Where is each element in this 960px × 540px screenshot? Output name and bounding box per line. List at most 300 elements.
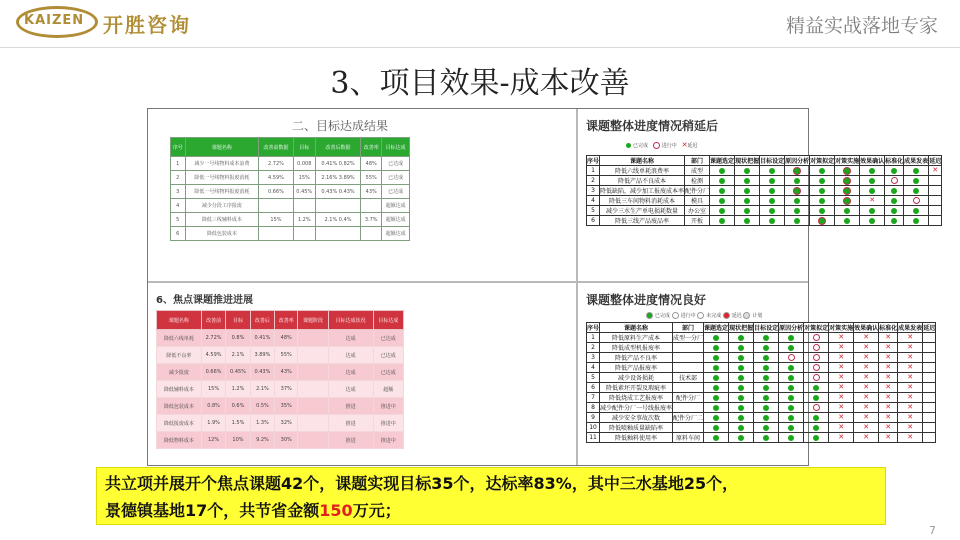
cell-value: 超额 bbox=[373, 381, 403, 398]
cell-index: 11 bbox=[587, 433, 600, 443]
delay-mark: ✕ bbox=[863, 413, 870, 421]
status-cell bbox=[904, 186, 929, 196]
in-progress-dot bbox=[813, 364, 820, 371]
status-cell bbox=[879, 333, 898, 343]
cell-value: 达成 bbox=[328, 364, 373, 381]
status-cell bbox=[754, 393, 779, 403]
done-dot bbox=[913, 168, 919, 174]
done-dot bbox=[813, 425, 819, 431]
cell-index: 5 bbox=[587, 373, 600, 383]
header-row bbox=[171, 138, 410, 157]
cell-rate: 43% bbox=[361, 185, 382, 199]
done-dot bbox=[869, 188, 875, 194]
table-row bbox=[587, 393, 936, 403]
status-cell bbox=[785, 176, 810, 186]
in-progress-dot bbox=[913, 197, 920, 204]
cell-value: 已达成 bbox=[373, 364, 403, 381]
done-dot bbox=[819, 208, 825, 214]
delay-mark: ✕ bbox=[885, 423, 892, 431]
slogan: 精益实战落地专家 bbox=[785, 15, 938, 37]
done-dot bbox=[869, 208, 875, 214]
column-header: 部门 bbox=[673, 323, 704, 333]
status-cell bbox=[860, 176, 885, 186]
done-dot bbox=[788, 345, 794, 351]
cell-topic: 降低辅料成本 bbox=[157, 381, 202, 398]
status-cell bbox=[879, 383, 898, 393]
table-row bbox=[587, 186, 942, 196]
delay-mark: ✕ bbox=[863, 403, 870, 411]
done-dot bbox=[744, 218, 750, 224]
cell-topic: 降低三线辅料成本 bbox=[185, 213, 259, 227]
image-collage bbox=[147, 108, 942, 466]
status-cell bbox=[854, 373, 879, 383]
column-header: 目标 bbox=[226, 311, 250, 330]
cell-value: 推进中 bbox=[373, 432, 403, 449]
status-cell bbox=[804, 333, 829, 343]
cell-value: 推进中 bbox=[373, 415, 403, 432]
summary-amount: 150 bbox=[319, 501, 353, 520]
table-row bbox=[157, 347, 404, 364]
delay-mark: ✕ bbox=[863, 383, 870, 391]
column-header: 部门 bbox=[685, 156, 710, 166]
status-cell bbox=[879, 403, 898, 413]
done-dot bbox=[763, 405, 769, 411]
status-cell bbox=[923, 423, 936, 433]
column-header: 目标达成 bbox=[373, 311, 403, 330]
delay-mark: ✕ bbox=[838, 433, 845, 441]
status-cell bbox=[804, 403, 829, 413]
done-dot bbox=[763, 355, 769, 361]
panel-progress-delayed bbox=[586, 117, 942, 277]
table-row bbox=[587, 413, 936, 423]
status-cell bbox=[779, 403, 804, 413]
column-header: 现状把握 bbox=[735, 156, 760, 166]
done-dot bbox=[913, 188, 919, 194]
status-cell bbox=[804, 383, 829, 393]
panel-bl-title: 6、焦点课题推进进展 bbox=[156, 295, 253, 306]
header-divider bbox=[0, 47, 960, 48]
cell-index: 10 bbox=[587, 423, 600, 433]
status-cell bbox=[835, 216, 860, 226]
done-dot bbox=[738, 415, 744, 421]
done-dot bbox=[763, 415, 769, 421]
done-dot bbox=[763, 375, 769, 381]
status-cell bbox=[729, 423, 754, 433]
cell-status: 已达成 bbox=[382, 171, 410, 185]
done-dot bbox=[819, 188, 825, 194]
status-cell bbox=[835, 186, 860, 196]
status-cell bbox=[729, 403, 754, 413]
status-cell bbox=[779, 363, 804, 373]
summary-line-2 bbox=[105, 497, 877, 524]
done-dot bbox=[763, 425, 769, 431]
legend-label: 未完成 bbox=[706, 313, 723, 319]
table-row bbox=[157, 432, 404, 449]
status-cell bbox=[923, 393, 936, 403]
cell-dept: 技术部 bbox=[673, 373, 704, 383]
status-cell bbox=[779, 353, 804, 363]
status-cell bbox=[929, 166, 942, 176]
in-progress-dot bbox=[813, 404, 820, 411]
cell-value: 1.3% bbox=[250, 415, 274, 432]
cell-dept: 配件分厂二 bbox=[673, 413, 704, 423]
table-row bbox=[587, 216, 942, 226]
status-cell bbox=[898, 413, 923, 423]
table-row bbox=[171, 171, 410, 185]
done-dot bbox=[813, 415, 819, 421]
cell-value: 15% bbox=[201, 381, 225, 398]
cell-topic: 降低釉料使用率 bbox=[600, 433, 673, 443]
logo-cn: 开胜咨询 bbox=[103, 13, 191, 37]
cell-value: 0.66% bbox=[201, 364, 225, 381]
done-dot bbox=[713, 425, 719, 431]
done-dot bbox=[769, 208, 775, 214]
status-cell bbox=[929, 186, 942, 196]
status-cell bbox=[704, 333, 729, 343]
column-header: 课题选定 bbox=[710, 156, 735, 166]
status-cell bbox=[729, 373, 754, 383]
cell-rate bbox=[361, 227, 382, 241]
cell-dept: 开板 bbox=[685, 216, 710, 226]
status-cell bbox=[904, 166, 929, 176]
panel-progress-good bbox=[586, 291, 936, 461]
status-cell bbox=[754, 333, 779, 343]
column-header: 成果发表 bbox=[904, 156, 929, 166]
column-header: 目标 bbox=[293, 138, 315, 157]
done-dot bbox=[794, 198, 800, 204]
table-row bbox=[171, 157, 410, 171]
cell-topic: 降低报废成本 bbox=[157, 415, 202, 432]
status-cell bbox=[779, 413, 804, 423]
cell-value: 2.1% bbox=[226, 347, 250, 364]
status-cell bbox=[854, 433, 879, 443]
column-header: 对策实施 bbox=[829, 323, 854, 333]
legend-swatch bbox=[697, 312, 704, 319]
cell-value: 2.72% bbox=[201, 330, 225, 347]
cell-topic: 减少报废 bbox=[157, 364, 202, 381]
status-cell bbox=[829, 373, 854, 383]
cell-topic: 减少设备损耗 bbox=[600, 373, 673, 383]
cell-value: 0.45% bbox=[226, 364, 250, 381]
table-row bbox=[157, 415, 404, 432]
status-cell bbox=[704, 393, 729, 403]
status-cell bbox=[854, 353, 879, 363]
cell-value: 已达成 bbox=[373, 347, 403, 364]
delay-mark: ✕ bbox=[907, 423, 914, 431]
delay-mark: ✕ bbox=[838, 363, 845, 371]
status-cell bbox=[804, 353, 829, 363]
status-cell bbox=[829, 363, 854, 373]
cell-index: 9 bbox=[587, 413, 600, 423]
status-cell bbox=[879, 423, 898, 433]
panel-br-title: 课题整体进度情况良好 bbox=[586, 293, 707, 307]
status-cell bbox=[729, 413, 754, 423]
panel-br-legend bbox=[646, 312, 804, 319]
summary-line-1: 共立项并展开个焦点课题42个，课题实现目标35个，达标率83%，其中三水基地25个， bbox=[105, 474, 739, 493]
cell-spacer bbox=[298, 432, 328, 449]
done-dot bbox=[769, 198, 775, 204]
cell-dept bbox=[673, 363, 704, 373]
page-number: 7 bbox=[929, 524, 936, 537]
status-cell bbox=[904, 176, 929, 186]
status-cell bbox=[898, 433, 923, 443]
status-cell bbox=[854, 363, 879, 373]
status-cell bbox=[885, 196, 904, 206]
cell-value: 43% bbox=[275, 364, 298, 381]
cell-value: 0.5% bbox=[250, 398, 274, 415]
done-dot bbox=[763, 435, 769, 441]
status-cell bbox=[760, 186, 785, 196]
done-dot bbox=[844, 218, 850, 224]
column-header: 课题名称 bbox=[185, 138, 259, 157]
cell-before: 2.72% bbox=[259, 157, 293, 171]
status-cell bbox=[923, 403, 936, 413]
delay-mark: ✕ bbox=[885, 393, 892, 401]
done-dot bbox=[713, 375, 719, 381]
status-cell bbox=[829, 343, 854, 353]
delay-mark: ✕ bbox=[863, 393, 870, 401]
cell-status: 超额达成 bbox=[382, 213, 410, 227]
done-dot bbox=[744, 168, 750, 174]
delay-mark: ✕ bbox=[907, 353, 914, 361]
cell-dept bbox=[673, 383, 704, 393]
done-dot bbox=[891, 198, 897, 204]
done-dot bbox=[788, 425, 794, 431]
table-row bbox=[157, 398, 404, 415]
summary-box bbox=[96, 467, 886, 525]
cell-value: 1.9% bbox=[201, 415, 225, 432]
cell-dept bbox=[673, 353, 704, 363]
delay-mark: ✕ bbox=[838, 393, 845, 401]
delay-mark: ✕ bbox=[838, 423, 845, 431]
status-cell bbox=[879, 393, 898, 403]
done-dot bbox=[788, 365, 794, 371]
done-dot bbox=[738, 435, 744, 441]
status-cell bbox=[810, 186, 835, 196]
cell-index: 7 bbox=[587, 393, 600, 403]
status-cell bbox=[804, 363, 829, 373]
legend-swatch bbox=[743, 312, 750, 319]
cell-value: 12% bbox=[201, 432, 225, 449]
delay-mark: ✕ bbox=[863, 433, 870, 441]
cell-topic: 降低包装成本 bbox=[157, 398, 202, 415]
cell-index: 6 bbox=[171, 227, 186, 241]
status-cell bbox=[760, 216, 785, 226]
cell-rate bbox=[361, 199, 382, 213]
status-cell bbox=[860, 166, 885, 176]
cell-value: 48% bbox=[275, 330, 298, 347]
status-cell bbox=[829, 333, 854, 343]
target-results-table bbox=[170, 137, 410, 241]
cell-topic: 降低产品不良率 bbox=[600, 353, 673, 363]
table-row bbox=[587, 373, 936, 383]
cell-spacer bbox=[298, 415, 328, 432]
table-row bbox=[171, 199, 410, 213]
status-cell bbox=[829, 403, 854, 413]
cell-value: 3.89% bbox=[250, 347, 274, 364]
status-cell bbox=[923, 373, 936, 383]
done-dot bbox=[738, 375, 744, 381]
status-cell bbox=[710, 166, 735, 176]
status-cell bbox=[779, 393, 804, 403]
header-row bbox=[157, 311, 404, 330]
status-cell bbox=[885, 186, 904, 196]
cell-value: 55% bbox=[275, 347, 298, 364]
status-cell bbox=[929, 176, 942, 186]
done-dot bbox=[788, 385, 794, 391]
cell-value: 2.1% bbox=[250, 381, 274, 398]
status-cell bbox=[885, 176, 904, 186]
status-cell bbox=[760, 206, 785, 216]
status-cell bbox=[885, 206, 904, 216]
cell-value: 已达成 bbox=[373, 330, 403, 347]
in-progress-dot bbox=[891, 177, 898, 184]
status-cell bbox=[810, 166, 835, 176]
delay-mark: ✕ bbox=[885, 353, 892, 361]
done-dot bbox=[819, 178, 825, 184]
status-cell bbox=[923, 333, 936, 343]
done-dot bbox=[719, 178, 725, 184]
status-cell bbox=[710, 186, 735, 196]
table-row bbox=[157, 330, 404, 347]
cell-after: 2.16% 3.89% bbox=[315, 171, 360, 185]
done-dot bbox=[719, 208, 725, 214]
column-header: 对策实施 bbox=[835, 156, 860, 166]
delay-mark: ✕ bbox=[907, 413, 914, 421]
delay-mark: ✕ bbox=[885, 373, 892, 381]
delay-mark: ✕ bbox=[863, 333, 870, 341]
status-cell bbox=[898, 423, 923, 433]
status-cell bbox=[898, 403, 923, 413]
panel-tr-title: 课题整体进度情况稍延后 bbox=[586, 119, 719, 133]
status-cell bbox=[804, 433, 829, 443]
header-bar bbox=[0, 0, 960, 46]
cell-index: 8 bbox=[587, 403, 600, 413]
done-dot bbox=[713, 435, 719, 441]
logo-en: KAIZEN bbox=[24, 13, 85, 28]
cell-topic: 降低一号线物料报废消耗 bbox=[185, 171, 259, 185]
status-cell bbox=[735, 216, 760, 226]
delay-mark: ✕ bbox=[863, 343, 870, 351]
cell-dept: 检测 bbox=[685, 176, 710, 186]
column-header: 改善率 bbox=[275, 311, 298, 330]
status-cell bbox=[754, 383, 779, 393]
cell-topic: 降低六线单耗 bbox=[157, 330, 202, 347]
done-dot bbox=[713, 335, 719, 341]
status-cell bbox=[879, 353, 898, 363]
status-cell bbox=[779, 383, 804, 393]
cell-before: 0.66% bbox=[259, 185, 293, 199]
cell-rate: 55% bbox=[361, 171, 382, 185]
status-cell bbox=[729, 433, 754, 443]
status-cell bbox=[735, 206, 760, 216]
panel-tl-title: 二、目标达成结果 bbox=[291, 119, 388, 133]
status-cell bbox=[860, 186, 885, 196]
done-dot bbox=[819, 198, 825, 204]
status-cell bbox=[854, 343, 879, 353]
legend-swatch bbox=[646, 312, 653, 319]
status-cell bbox=[729, 353, 754, 363]
status-cell bbox=[904, 216, 929, 226]
done-dot bbox=[891, 208, 897, 214]
cell-value: 1.5% bbox=[226, 415, 250, 432]
done-dot bbox=[913, 218, 919, 224]
status-cell bbox=[785, 206, 810, 216]
progress-delayed-table bbox=[586, 155, 942, 226]
column-header: 原因分析 bbox=[779, 323, 804, 333]
delay-mark: ✕ bbox=[907, 363, 914, 371]
cell-value: 0.43% bbox=[250, 364, 274, 381]
done-dot bbox=[813, 395, 819, 401]
in-progress-dot bbox=[813, 334, 820, 341]
delay-mark: ✕ bbox=[885, 403, 892, 411]
status-cell bbox=[710, 216, 735, 226]
table-row bbox=[157, 364, 404, 381]
done-dot bbox=[719, 198, 725, 204]
progress-good-table bbox=[586, 322, 936, 443]
status-cell bbox=[835, 176, 860, 186]
column-header: 效果确认 bbox=[854, 323, 879, 333]
cell-value: 37% bbox=[275, 381, 298, 398]
cell-index: 4 bbox=[171, 199, 186, 213]
cell-status: 超额达成 bbox=[382, 227, 410, 241]
status-cell bbox=[779, 423, 804, 433]
cell-after: 0.43% 0.43% bbox=[315, 185, 360, 199]
legend-label: 进行中 bbox=[680, 313, 698, 319]
cell-index: 3 bbox=[587, 186, 600, 196]
cell-topic: 降低不良率 bbox=[157, 347, 202, 364]
status-cell bbox=[729, 343, 754, 353]
delay-mark: ✕ bbox=[863, 353, 870, 361]
cell-topic: 减少分段工序报废 bbox=[185, 199, 259, 213]
status-cell bbox=[804, 393, 829, 403]
cell-spacer bbox=[298, 347, 328, 364]
status-cell bbox=[898, 363, 923, 373]
cell-value: 推进中 bbox=[373, 398, 403, 415]
status-cell bbox=[879, 413, 898, 423]
column-header: 课题选定 bbox=[704, 323, 729, 333]
done-dot bbox=[719, 188, 725, 194]
cell-value: 0.8% bbox=[201, 398, 225, 415]
delay-mark: ✕ bbox=[907, 333, 914, 341]
status-cell bbox=[904, 196, 929, 206]
done-dot bbox=[913, 178, 919, 184]
status-cell bbox=[835, 166, 860, 176]
cell-dept: 原料车间 bbox=[673, 433, 704, 443]
status-cell bbox=[785, 166, 810, 176]
cell-index: 1 bbox=[587, 166, 600, 176]
status-cell bbox=[785, 196, 810, 206]
done-dot bbox=[738, 355, 744, 361]
status-cell bbox=[860, 196, 885, 206]
delay-mark: ✕ bbox=[838, 343, 845, 351]
status-cell bbox=[710, 196, 735, 206]
status-cell bbox=[879, 343, 898, 353]
cell-value: 35% bbox=[275, 398, 298, 415]
done-dot bbox=[738, 385, 744, 391]
done-dot bbox=[794, 178, 800, 184]
column-header: 改善前数据 bbox=[259, 138, 293, 157]
status-cell bbox=[754, 433, 779, 443]
cell-topic: 降低缺陷，减少加工报废成本率 bbox=[600, 186, 685, 196]
cell-index: 4 bbox=[587, 363, 600, 373]
cell-spacer bbox=[298, 330, 328, 347]
cell-topic: 降低一号线物料报废消耗 bbox=[185, 185, 259, 199]
cell-after bbox=[315, 199, 360, 213]
table-row bbox=[587, 353, 936, 363]
cell-value: 推进 bbox=[328, 398, 373, 415]
status-cell bbox=[804, 343, 829, 353]
